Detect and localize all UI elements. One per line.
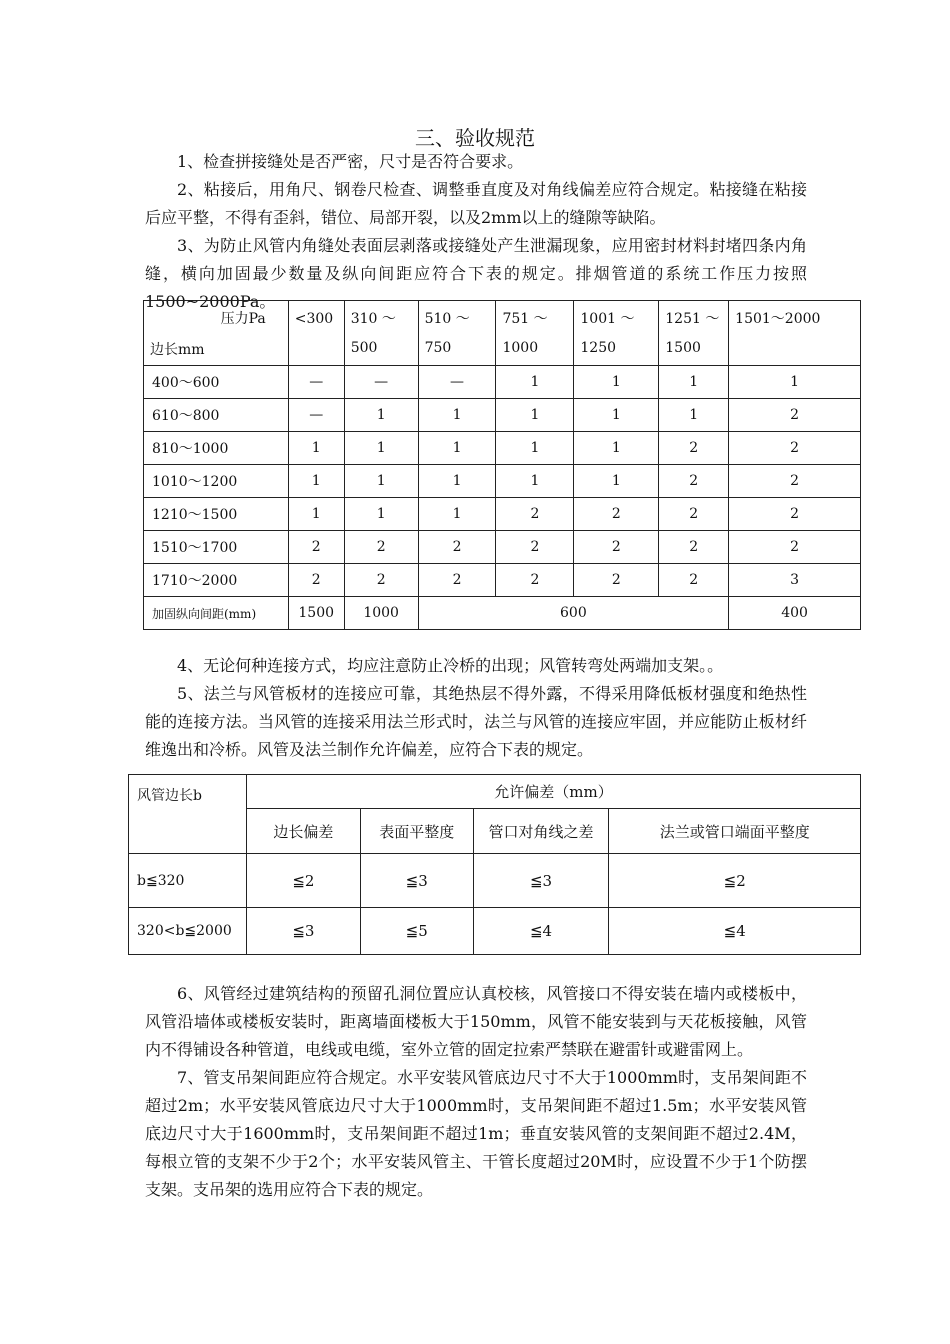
table-row (129, 854, 861, 908)
paragraph-7: 7、管支吊架间距应符合规定。水平安装风管底边尺寸不大于1000mm时，支吊架间距不超过2m；水平安装风管底边尺寸大于1000mm时，支吊架间距不超过1.5m；水平安装风管底边尺寸大于1600mm时，支吊架间距不超过1m；垂直安装风管的支架间距不超过2.4M，每根立管的支架不少于2个；水平安装风管主、干管长度超过20M时，应设置不少于1个防摆支架。支吊架的选用应符合下表的规定。 (145, 1068, 807, 1199)
table-cell: 2 (729, 465, 861, 498)
table-cell: 1 (574, 366, 659, 399)
table-cell: 2 (574, 498, 659, 531)
paragraph-1: 1、检查拼接缝处是否严密，尺寸是否符合要求。 (177, 152, 524, 171)
column-header: 510 ～ 750 (418, 301, 496, 366)
footer-label: 加固纵向间距(mm) (144, 597, 289, 630)
paragraph-3: 3、为防止风管内角缝处表面层剥落或接缝处产生泄漏现象，应用密封材料封堵四条内角缝，横向加固最少数量及纵向间距应符合下表的规定。排烟管道的系统工作压力按照1500~2000Pa。 (145, 236, 807, 311)
table-row (144, 564, 861, 597)
table-cell: ≦2 (246, 854, 360, 908)
table-cell: 2 (496, 531, 574, 564)
table-row (144, 465, 861, 498)
table-cell: 2 (659, 465, 729, 498)
row-label: 400～600 (144, 366, 289, 399)
column-header: 751 ～ 1000 (496, 301, 574, 366)
table-cell: 1 (418, 498, 496, 531)
paragraph-group-b (145, 652, 807, 764)
table-cell: 2 (729, 498, 861, 531)
column-header: 表面平整度 (360, 809, 473, 854)
table-header-row (129, 775, 861, 809)
paragraph-5: 5、法兰与风管板材的连接应可靠，其绝热层不得外露，不得采用降低板材强度和绝热性能的连接方法。当风管的连接采用法兰形式时，法兰与风管的连接应牢固，并应能防止板材纤维逸出和冷桥。风管及法兰制作允许偏差，应符合下表的规定。 (145, 684, 807, 759)
table-row (144, 366, 861, 399)
header-pressure: 压力Pa (220, 311, 266, 327)
table-cell: 1 (344, 465, 418, 498)
row-label: 320<b≦2000 (129, 908, 247, 955)
table-header-row (144, 301, 861, 366)
table-cell: 1 (288, 465, 344, 498)
table-cell: 2 (496, 498, 574, 531)
column-header: 管口对角线之差 (473, 809, 609, 854)
table-row (144, 432, 861, 465)
paragraph-group-a (145, 148, 807, 316)
row-label: 1710～2000 (144, 564, 289, 597)
section-title: 三、验收规范 (415, 126, 535, 150)
column-header: 1001 ～ 1250 (574, 301, 659, 366)
table-cell: 1 (496, 366, 574, 399)
table-row (144, 399, 861, 432)
table-cell: 1 (344, 498, 418, 531)
paragraph-2: 2、粘接后，用角尺、钢卷尺检查、调整垂直度及对角线偏差应符合规定。粘接缝在粘接后应平整，不得有歪斜，错位、局部开裂，以及2mm以上的缝隙等缺陷。 (145, 180, 807, 227)
group-header: 允许偏差（mm） (246, 775, 860, 809)
table-cell: 2 (729, 432, 861, 465)
paragraph-6: 6、风管经过建筑结构的预留孔洞位置应认真校核，风管接口不得安装在墙内或楼板中，风管沿墙体或楼板安装时，距离墙面楼板大于150mm，风管不能安装到与天花板接触，风管内不得铺设各种管道，电线或电缆，室外立管的固定拉索严禁联在避雷针或避雷网上。 (145, 984, 807, 1059)
table-cell: 2 (659, 564, 729, 597)
table-cell: 1 (574, 465, 659, 498)
table-cell: 1 (496, 399, 574, 432)
table-row (129, 908, 861, 955)
table-cell: ≦3 (360, 854, 473, 908)
table-footer-row (144, 597, 861, 630)
table-cell: 1 (729, 366, 861, 399)
table-cell: 2 (659, 498, 729, 531)
column-header: 边长偏差 (246, 809, 360, 854)
table-cell: ≦4 (609, 908, 861, 955)
row-label: 1210～1500 (144, 498, 289, 531)
row-label: 1010～1200 (144, 465, 289, 498)
tolerance-table (128, 774, 861, 955)
table-cell: 3 (729, 564, 861, 597)
table-cell: — (288, 399, 344, 432)
table-cell: 2 (659, 531, 729, 564)
table-cell: ≦2 (609, 854, 861, 908)
table-cell: 1500 (288, 597, 344, 630)
table-cell: 1 (418, 432, 496, 465)
table-cell: 2 (659, 432, 729, 465)
table-cell: 1 (496, 465, 574, 498)
reinforcement-table (143, 300, 861, 630)
table-cell: — (344, 366, 418, 399)
table-cell: 400 (729, 597, 861, 630)
column-header: 310 ～ 500 (344, 301, 418, 366)
table-cell: 2 (418, 564, 496, 597)
table-row (144, 531, 861, 564)
table-cell: 2 (574, 564, 659, 597)
table-row (144, 498, 861, 531)
table-cell: 2 (288, 564, 344, 597)
row-label: 610～800 (144, 399, 289, 432)
table-cell: 1 (496, 432, 574, 465)
table-cell: 1 (344, 432, 418, 465)
table-cell: ≦3 (473, 854, 609, 908)
table-cell: — (288, 366, 344, 399)
table-cell: 2 (288, 531, 344, 564)
table-cell: 2 (729, 531, 861, 564)
table-cell: — (418, 366, 496, 399)
table-cell: 1 (418, 465, 496, 498)
header-corner-cell: 风管边长b (129, 775, 247, 854)
row-label: 810～1000 (144, 432, 289, 465)
paragraph-4: 4、无论何种连接方式，均应注意防止冷桥的出现；风管转弯处两端加支架。。 (177, 656, 724, 675)
table-cell: 1 (574, 432, 659, 465)
table-cell: ≦3 (246, 908, 360, 955)
column-header: <300 (288, 301, 344, 366)
paragraph-group-c (145, 980, 807, 1204)
header-edge: 边长mm (150, 342, 205, 358)
table-cell: 1 (659, 399, 729, 432)
column-header: 1501～2000 (729, 301, 861, 366)
row-label: 1510～1700 (144, 531, 289, 564)
table-cell: 2 (418, 531, 496, 564)
table-cell: 1 (344, 399, 418, 432)
table-cell: 2 (344, 531, 418, 564)
table-cell: 2 (729, 399, 861, 432)
column-header: 1251 ～ 1500 (659, 301, 729, 366)
table-cell: 1 (574, 399, 659, 432)
table-cell: 1 (418, 399, 496, 432)
table-cell: ≦4 (473, 908, 609, 955)
table-cell: 1 (288, 432, 344, 465)
table-cell: 2 (496, 564, 574, 597)
header-corner-cell (144, 301, 289, 366)
table-cell: 1 (659, 366, 729, 399)
table-cell: 600 (418, 597, 729, 630)
column-header: 法兰或管口端面平整度 (609, 809, 861, 854)
table-cell: 1000 (344, 597, 418, 630)
table-cell: 1 (288, 498, 344, 531)
table-cell: 2 (344, 564, 418, 597)
table-cell: ≦5 (360, 908, 473, 955)
row-label: b≦320 (129, 854, 247, 908)
table-cell: 2 (574, 531, 659, 564)
